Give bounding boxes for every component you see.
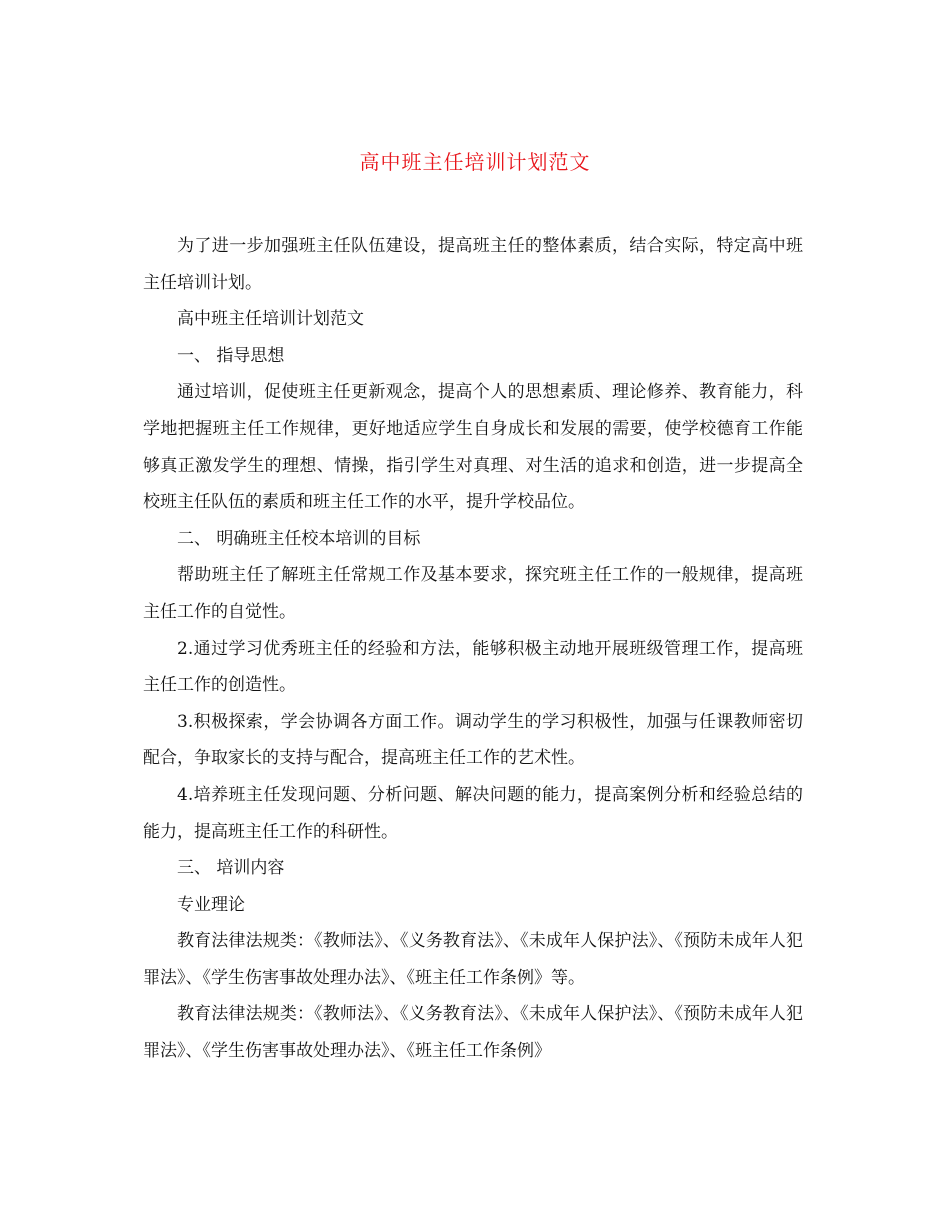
law-paragraph-1: 教育法律法规类：《教师法》、《义务教育法》、《未成年人保护法》、《预防未成年人犯罪法》、《学生伤害事故处理办法》、《班主任工作条例》等。	[143, 931, 803, 988]
section-heading-2: 二、 明确班主任校本培训的目标	[177, 528, 421, 549]
law-paragraph-2: 教育法律法规类：《教师法》、《义务教育法》、《未成年人保护法》、《预防未成年人犯罪法》、《学生伤害事故处理办法》、《班主任工作条例》	[143, 1004, 803, 1062]
section-heading-3: 三、 培训内容	[177, 858, 285, 879]
goal-paragraph-3: 3.积极探索，学会协调各方面工作。调动学生的学习积极性，加强与任课教师密切配合，争取家长的支持与配合，提高班主任工作的艺术性。	[143, 711, 803, 769]
goal-paragraph-4: 4.培养班主任发现问题、分析问题、解决问题的能力，提高案例分析和经验总结的能力，提高班主任工作的科研性。	[143, 784, 803, 842]
subtitle-paragraph: 高中班主任培训计划范文	[177, 309, 364, 330]
goal-paragraph-1: 帮助班主任了解班主任常规工作及基本要求，探究班主任工作的一般规律，提高班主任工作的自觉性。	[143, 565, 803, 622]
section-heading-1: 一、 指导思想	[177, 345, 285, 366]
intro-paragraph: 为了进一步加强班主任队伍建设，提高班主任的整体素质，结合实际，特定高中班主任培训计划。	[143, 236, 803, 293]
document-title: 高中班主任培训计划范文	[359, 150, 591, 174]
document-body	[143, 228, 803, 1070]
goal-paragraph-2: 2.通过学习优秀班主任的经验和方法，能够积极主动地开展班级管理工作，提高班主任工作的创造性。	[143, 638, 803, 696]
guiding-thought-paragraph: 通过培训，促使班主任更新观念，提高个人的思想素质、理论修养、教育能力，科学地把握班主任工作规律，更好地适应学生自身成长和发展的需要，使学校德育工作能够真正激发学生的理想、情操，指引学生对真理、对生活的追求和创造，进一步提高全校班主任队伍的素质和班主任工作的水平，提升学校品位。	[143, 382, 803, 513]
sub-heading-theory: 专业理论	[177, 894, 245, 915]
